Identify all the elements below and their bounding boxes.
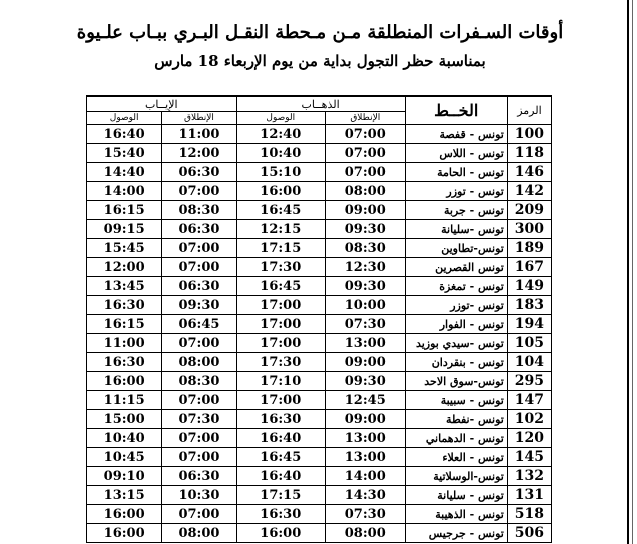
departure-arrive-cell: 17:30 bbox=[236, 353, 325, 372]
return-leave-cell: 07:00 bbox=[162, 239, 236, 258]
return-leave-cell: 12:00 bbox=[162, 144, 236, 163]
return-leave-cell: 08:30 bbox=[162, 372, 236, 391]
departure-leave-cell: 07:30 bbox=[325, 505, 405, 524]
code-cell: 102 bbox=[507, 410, 551, 429]
return-leave-cell: 07:00 bbox=[162, 258, 236, 277]
departure-arrive-cell: 10:40 bbox=[236, 144, 325, 163]
table-row bbox=[87, 201, 552, 220]
line-cell: تونس-الوسلاتية bbox=[405, 467, 507, 486]
line-cell: تونس -نفطة bbox=[405, 410, 507, 429]
return-arrive-cell: 12:00 bbox=[87, 258, 162, 277]
departure-leave-header: الإنطلاق bbox=[325, 112, 405, 125]
departure-leave-cell: 07:00 bbox=[325, 163, 405, 182]
departure-header: الذهــاب bbox=[236, 96, 405, 112]
departure-arrive-cell: 16:45 bbox=[236, 201, 325, 220]
code-cell: 131 bbox=[507, 486, 551, 505]
line-cell: تونس - الفوار bbox=[405, 315, 507, 334]
code-cell: 167 bbox=[507, 258, 551, 277]
departure-leave-cell: 09:00 bbox=[325, 353, 405, 372]
return-arrive-cell: 09:10 bbox=[87, 467, 162, 486]
return-arrive-cell: 16:40 bbox=[87, 125, 162, 144]
return-arrive-cell: 11:15 bbox=[87, 391, 162, 410]
code-cell: 194 bbox=[507, 315, 551, 334]
return-leave-cell: 06:30 bbox=[162, 277, 236, 296]
code-header: الرمز bbox=[507, 96, 551, 125]
table-row bbox=[87, 334, 552, 353]
line-cell: تونس - العلاء bbox=[405, 448, 507, 467]
return-arrive-cell: 11:00 bbox=[87, 334, 162, 353]
return-leave-cell: 11:00 bbox=[162, 125, 236, 144]
document-subtitle: بمناسبة حظر التجول بداية من يوم الإربعاء 18 مارس bbox=[154, 52, 486, 70]
departure-leave-cell: 09:30 bbox=[325, 277, 405, 296]
return-arrive-cell: 16:00 bbox=[87, 372, 162, 391]
departure-arrive-cell: 16:45 bbox=[236, 277, 325, 296]
departure-leave-cell: 08:30 bbox=[325, 239, 405, 258]
departure-arrive-cell: 16:40 bbox=[236, 467, 325, 486]
departure-arrive-header: الوصول bbox=[236, 112, 325, 125]
departure-leave-cell: 08:00 bbox=[325, 524, 405, 543]
line-cell: تونس - الحامة bbox=[405, 163, 507, 182]
return-leave-cell: 09:30 bbox=[162, 296, 236, 315]
line-cell: تونس-سوق الاحد bbox=[405, 372, 507, 391]
code-cell: 189 bbox=[507, 239, 551, 258]
return-leave-cell: 06:45 bbox=[162, 315, 236, 334]
table-row bbox=[87, 391, 552, 410]
table-row bbox=[87, 448, 552, 467]
departure-leave-cell: 09:30 bbox=[325, 220, 405, 239]
return-leave-cell: 07:30 bbox=[162, 410, 236, 429]
departure-arrive-cell: 15:10 bbox=[236, 163, 325, 182]
return-arrive-cell: 14:40 bbox=[87, 163, 162, 182]
departure-arrive-cell: 17:15 bbox=[236, 239, 325, 258]
code-cell: 118 bbox=[507, 144, 551, 163]
line-cell: تونس القصرين bbox=[405, 258, 507, 277]
line-cell: تونس - جربة bbox=[405, 201, 507, 220]
return-arrive-cell: 15:40 bbox=[87, 144, 162, 163]
return-arrive-cell: 10:40 bbox=[87, 429, 162, 448]
return-arrive-cell: 16:15 bbox=[87, 201, 162, 220]
departure-leave-cell: 08:00 bbox=[325, 182, 405, 201]
line-header: الخــط bbox=[405, 96, 507, 125]
departure-arrive-cell: 17:00 bbox=[236, 315, 325, 334]
line-cell: تونس -سيدي بوزيد bbox=[405, 334, 507, 353]
return-arrive-cell: 16:00 bbox=[87, 524, 162, 543]
table-row bbox=[87, 353, 552, 372]
departure-arrive-cell: 16:00 bbox=[236, 182, 325, 201]
code-cell: 132 bbox=[507, 467, 551, 486]
departure-leave-cell: 13:00 bbox=[325, 429, 405, 448]
departure-arrive-cell: 16:40 bbox=[236, 429, 325, 448]
departure-arrive-cell: 17:00 bbox=[236, 391, 325, 410]
table-row bbox=[87, 163, 552, 182]
code-cell: 518 bbox=[507, 505, 551, 524]
return-leave-cell: 08:00 bbox=[162, 353, 236, 372]
departure-arrive-cell: 17:30 bbox=[236, 258, 325, 277]
return-arrive-cell: 16:30 bbox=[87, 296, 162, 315]
code-cell: 300 bbox=[507, 220, 551, 239]
table-row bbox=[87, 220, 552, 239]
return-leave-cell: 08:30 bbox=[162, 201, 236, 220]
table-row bbox=[87, 315, 552, 334]
table-row bbox=[87, 296, 552, 315]
return-leave-cell: 07:00 bbox=[162, 448, 236, 467]
return-arrive-cell: 16:00 bbox=[87, 505, 162, 524]
return-leave-cell: 06:30 bbox=[162, 163, 236, 182]
departure-arrive-cell: 16:30 bbox=[236, 410, 325, 429]
departure-arrive-cell: 16:00 bbox=[236, 524, 325, 543]
code-cell: 104 bbox=[507, 353, 551, 372]
schedule-table bbox=[86, 95, 552, 543]
departure-arrive-cell: 12:15 bbox=[236, 220, 325, 239]
code-cell: 105 bbox=[507, 334, 551, 353]
return-leave-cell: 07:00 bbox=[162, 334, 236, 353]
code-cell: 183 bbox=[507, 296, 551, 315]
table-row bbox=[87, 505, 552, 524]
table-row bbox=[87, 429, 552, 448]
departure-leave-cell: 09:30 bbox=[325, 372, 405, 391]
table-row bbox=[87, 467, 552, 486]
table-row bbox=[87, 125, 552, 144]
code-cell: 145 bbox=[507, 448, 551, 467]
line-cell: تونس - سبيبة bbox=[405, 391, 507, 410]
document-title: أوقات السـفرات المنطلقة مـن مـحطة النقـل البـري ببـاب علـيوة bbox=[76, 22, 564, 43]
return-arrive-cell: 16:15 bbox=[87, 315, 162, 334]
departure-arrive-cell: 12:40 bbox=[236, 125, 325, 144]
departure-leave-cell: 07:00 bbox=[325, 144, 405, 163]
page-border-shadow bbox=[632, 0, 633, 544]
departure-leave-cell: 12:30 bbox=[325, 258, 405, 277]
line-cell: تونس - بنقردان bbox=[405, 353, 507, 372]
code-cell: 146 bbox=[507, 163, 551, 182]
departure-leave-cell: 14:30 bbox=[325, 486, 405, 505]
return-leave-cell: 07:00 bbox=[162, 391, 236, 410]
code-cell: 149 bbox=[507, 277, 551, 296]
departure-arrive-cell: 16:45 bbox=[236, 448, 325, 467]
code-cell: 100 bbox=[507, 125, 551, 144]
code-cell: 142 bbox=[507, 182, 551, 201]
code-cell: 147 bbox=[507, 391, 551, 410]
line-cell: تونس - توزر bbox=[405, 182, 507, 201]
return-leave-cell: 07:00 bbox=[162, 182, 236, 201]
return-arrive-cell: 13:45 bbox=[87, 277, 162, 296]
return-arrive-cell: 13:15 bbox=[87, 486, 162, 505]
table-row bbox=[87, 182, 552, 201]
return-leave-cell: 07:00 bbox=[162, 505, 236, 524]
return-leave-cell: 10:30 bbox=[162, 486, 236, 505]
code-cell: 506 bbox=[507, 524, 551, 543]
return-arrive-cell: 14:00 bbox=[87, 182, 162, 201]
return-header: الإيــاب bbox=[87, 96, 237, 112]
departure-arrive-cell: 16:30 bbox=[236, 505, 325, 524]
return-leave-header: الإنطلاق bbox=[162, 112, 236, 125]
line-cell: تونس -توزر bbox=[405, 296, 507, 315]
departure-leave-cell: 09:00 bbox=[325, 201, 405, 220]
departure-arrive-cell: 17:00 bbox=[236, 334, 325, 353]
line-cell: تونس - تمغزة bbox=[405, 277, 507, 296]
table-row bbox=[87, 486, 552, 505]
return-leave-cell: 07:00 bbox=[162, 429, 236, 448]
departure-leave-cell: 14:00 bbox=[325, 467, 405, 486]
code-cell: 295 bbox=[507, 372, 551, 391]
return-leave-cell: 08:00 bbox=[162, 524, 236, 543]
table-row bbox=[87, 144, 552, 163]
return-leave-cell: 06:30 bbox=[162, 220, 236, 239]
return-arrive-cell: 10:45 bbox=[87, 448, 162, 467]
departure-arrive-cell: 17:00 bbox=[236, 296, 325, 315]
return-arrive-cell: 15:00 bbox=[87, 410, 162, 429]
table-row bbox=[87, 239, 552, 258]
line-cell: تونس -سليانة bbox=[405, 220, 507, 239]
table-row bbox=[87, 410, 552, 429]
line-cell: تونس - الدهماني bbox=[405, 429, 507, 448]
line-cell: تونس - قفصة bbox=[405, 125, 507, 144]
line-cell: تونس - الذهيبة bbox=[405, 505, 507, 524]
line-cell: تونس - جرجيس bbox=[405, 524, 507, 543]
return-arrive-cell: 16:30 bbox=[87, 353, 162, 372]
departure-arrive-cell: 17:10 bbox=[236, 372, 325, 391]
line-cell: تونس - سليانة bbox=[405, 486, 507, 505]
departure-leave-cell: 07:00 bbox=[325, 125, 405, 144]
line-cell: تونس-تطاوين bbox=[405, 239, 507, 258]
table-row bbox=[87, 524, 552, 543]
return-arrive-cell: 09:15 bbox=[87, 220, 162, 239]
return-leave-cell: 06:30 bbox=[162, 467, 236, 486]
code-cell: 120 bbox=[507, 429, 551, 448]
table-row bbox=[87, 372, 552, 391]
departure-leave-cell: 12:45 bbox=[325, 391, 405, 410]
departure-leave-cell: 07:30 bbox=[325, 315, 405, 334]
departure-leave-cell: 13:00 bbox=[325, 448, 405, 467]
return-arrive-header: الوصول bbox=[87, 112, 162, 125]
table-row bbox=[87, 258, 552, 277]
code-cell: 209 bbox=[507, 201, 551, 220]
departure-leave-cell: 09:00 bbox=[325, 410, 405, 429]
table-row bbox=[87, 277, 552, 296]
line-cell: تونس - اللاس bbox=[405, 144, 507, 163]
return-arrive-cell: 15:45 bbox=[87, 239, 162, 258]
departure-arrive-cell: 17:15 bbox=[236, 486, 325, 505]
departure-leave-cell: 10:00 bbox=[325, 296, 405, 315]
departure-leave-cell: 13:00 bbox=[325, 334, 405, 353]
page-border bbox=[627, 0, 629, 544]
